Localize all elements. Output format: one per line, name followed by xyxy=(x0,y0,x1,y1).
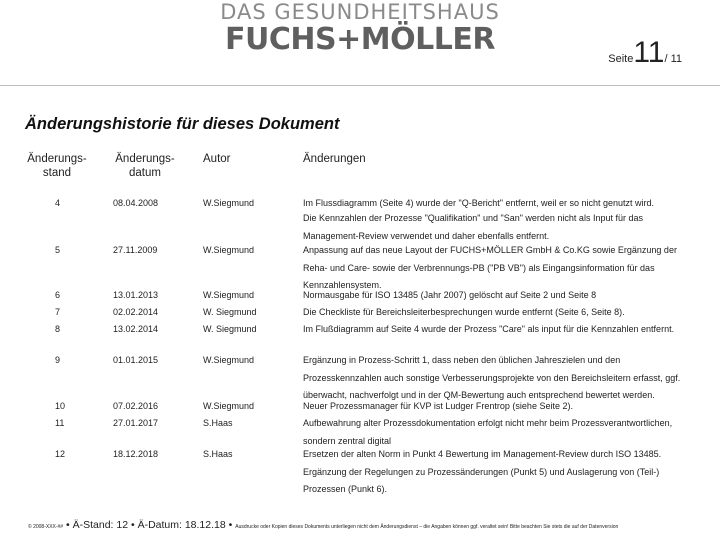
cell-author: W. Siegmund xyxy=(203,307,257,317)
cell-stand: 9 xyxy=(55,355,61,365)
cell-date: 13.01.2013 xyxy=(113,290,159,300)
cell-date: 08.04.2008 xyxy=(113,198,159,208)
cell-stand: 4 xyxy=(55,198,61,208)
header-stand: Änderungs- stand xyxy=(27,153,87,179)
cell-author: W.Siegmund xyxy=(203,401,255,411)
cell-changes: Aufbewahrung alter Prozessdokumentation erfolgt nicht mehr beim Prozessverantwortlichen, sondern zentral digital xyxy=(303,418,673,446)
cell-author: W. Siegmund xyxy=(203,324,257,334)
footer-copyright: © 2008-XXX-## xyxy=(28,524,64,530)
cell-stand: 8 xyxy=(55,324,61,334)
page-title: Änderungshistorie für dieses Dokument xyxy=(25,115,340,133)
cell-stand: 5 xyxy=(55,245,61,255)
cell-date: 13.02.2014 xyxy=(113,324,159,334)
cell-changes: Die Checkliste für Bereichsleiterbesprechungen wurde entfernt (Seite 6, Seite 8). xyxy=(303,307,625,317)
page-label: Seite xyxy=(608,53,634,65)
page-number xyxy=(608,38,682,68)
header-changes: Änderungen xyxy=(303,153,366,165)
cell-changes: Normausgabe für ISO 13485 (Jahr 2007) gelöscht auf Seite 2 und Seite 8 xyxy=(303,290,597,300)
footer-revision: • Ä-Stand: 12 • Ä-Datum: 18.12.18 • xyxy=(66,519,233,531)
header-date: Änderungs- datum xyxy=(115,153,175,179)
footer-notice: Ausdrucke oder Kopien dieses Dokuments unterliegen nicht dem Änderungsdienst – die Angaben können ggf. veraltet sein! Bitte beachten Sie stets die auf der Datenversion xyxy=(235,524,619,530)
page-footer xyxy=(28,519,618,531)
cell-author: W.Siegmund xyxy=(203,290,255,300)
header-author: Autor xyxy=(203,153,231,165)
cell-date: 18.12.2018 xyxy=(113,449,159,459)
cell-date: 27.11.2009 xyxy=(113,245,158,255)
cell-stand: 6 xyxy=(55,290,61,300)
cell-author: W.Siegmund xyxy=(203,198,255,208)
cell-author: W.Siegmund xyxy=(203,355,255,365)
cell-changes: Im Flußdiagramm auf Seite 4 wurde der Prozess "Care" als input für die Kennzahlen entfernt. xyxy=(303,324,675,334)
cell-changes: Anpassung auf das neue Layout der FUCHS+MÖLLER GmbH & Co.KG sowie Ergänzung der Reha- und Care- sowie der Verbrennungs-PB ("PB VB") als Eingangsinformation für das Kennzahlensystem. xyxy=(303,245,677,290)
logo-tagline: DAS GESUNDHEITSHAUS xyxy=(220,0,500,24)
cell-changes: Die Kennzahlen der Prozesse "Qualifikation" und "San" werden nicht als Input für das Management-Review verwendet und daher ebenfalls entfernt. xyxy=(303,213,643,241)
page-current: 11 xyxy=(633,36,665,69)
cell-stand: 10 xyxy=(55,401,66,411)
cell-stand: 11 xyxy=(55,418,65,428)
cell-author: S.Haas xyxy=(203,418,233,428)
cell-changes: Im Flussdiagramm (Seite 4) wurde der "Q-Bericht" entfernt, weil er so nicht genutzt wird. xyxy=(303,198,655,208)
cell-stand: 12 xyxy=(55,449,66,459)
cell-changes: Ergänzung in Prozess-Schritt 1, dass neben den üblichen Jahreszielen und den Prozesskennzahlen auch sonstige Verbesserungsprojekte von den Bereichsleitern erfasst, ggf. überwacht, nachverfolgt und in der QM-Bewertung auch entsprechend bewertet werden. xyxy=(303,355,681,400)
logo-wordmark: FUCHS+MÖLLER xyxy=(225,22,495,57)
cell-date: 02.02.2014 xyxy=(113,307,159,317)
page-total: / 11 xyxy=(664,53,682,65)
cell-changes: Neuer Prozessmanager für KVP ist Ludger Frentrop (siehe Seite 2). xyxy=(303,401,573,411)
cell-date: 07.02.2016 xyxy=(113,401,159,411)
cell-date: 27.01.2017 xyxy=(113,418,159,428)
cell-date: 01.01.2015 xyxy=(113,355,159,365)
cell-stand: 7 xyxy=(55,307,61,317)
cell-changes: Ersetzen der alten Norm in Punkt 4 Bewertung im Management-Review durch ISO 13485. Ergänzung der Regelungen zu Prozessänderungen (Punkt 5) und Auslagerung von (Teil-) Prozessen (Punkt 6). xyxy=(303,449,662,494)
header-divider xyxy=(0,85,720,86)
cell-author: W.Siegmund xyxy=(203,245,255,255)
cell-author: S.Haas xyxy=(203,449,233,459)
